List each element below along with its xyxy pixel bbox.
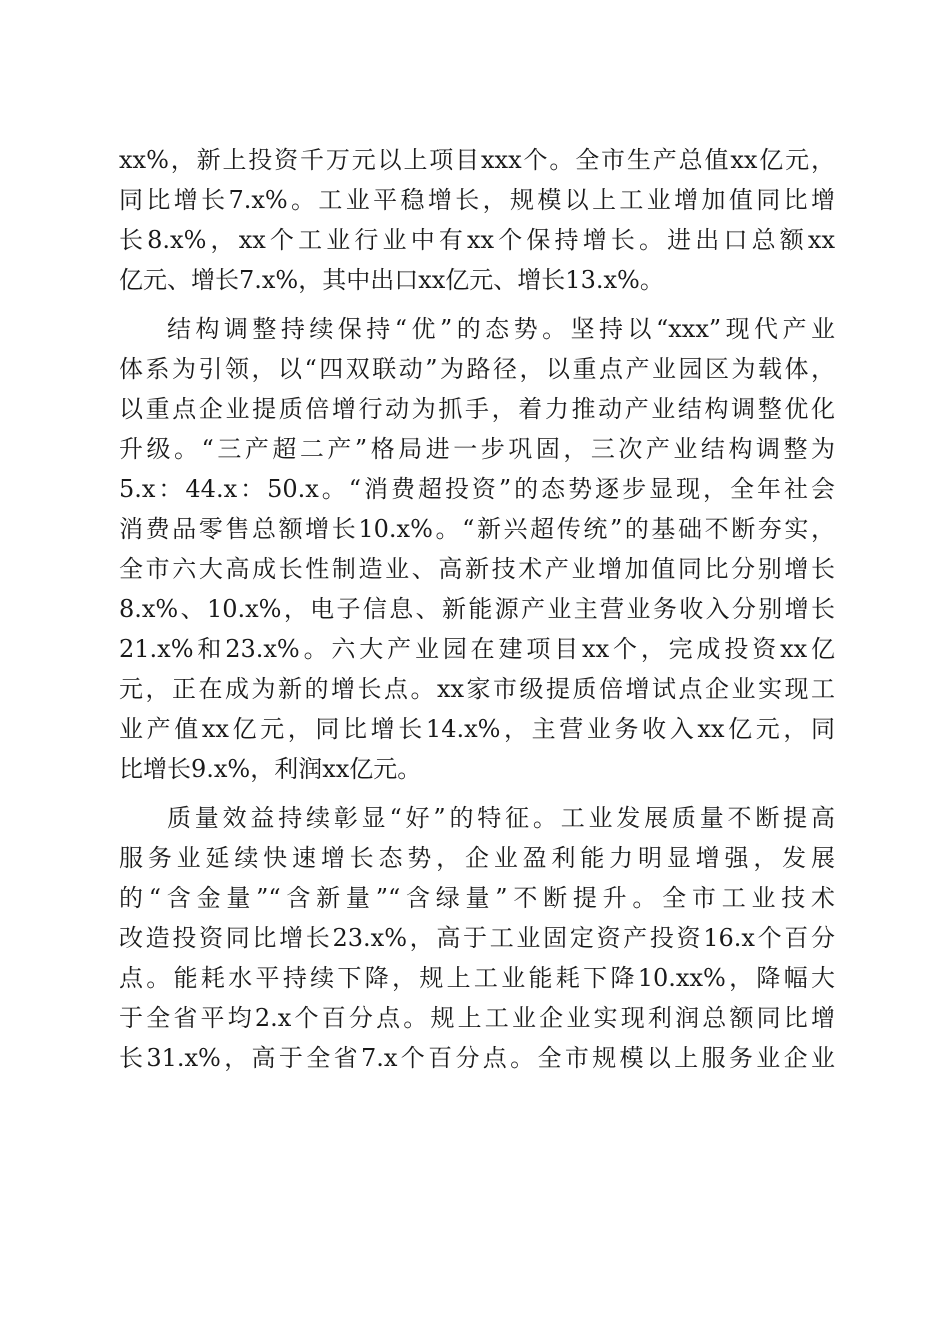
text-line: 服务业延续快速增长态势，企业盈利能力明显增强，发展 — [119, 844, 835, 872]
text-line: 8.x%、10.x%，电子信息、新能源产业主营业务收入分别增长 — [119, 595, 835, 623]
text-line: 元，正在成为新的增长点。xx家市级提质倍增试点企业实现工 — [119, 675, 835, 703]
text-line: 结构调整持续保持“优”的态势。坚持以“xxx”现代产业 — [167, 315, 835, 343]
text-line: 体系为引领，以“四双联动”为路径，以重点产业园区为载体， — [119, 355, 835, 383]
paragraph-spacing — [119, 789, 835, 798]
text-line: 升级。“三产超二产”格局进一步巩固，三次产业结构调整为 — [119, 435, 835, 463]
text-line: 长8.x%，xx个工业行业中有xx个保持增长。进出口总额xx — [119, 226, 835, 254]
text-line: 长31.x%，高于全省7.x个百分点。全市规模以上服务业企业 — [119, 1044, 835, 1072]
text-line: 5.x：44.x：50.x。“消费超投资”的态势逐步显现，全年社会 — [119, 475, 835, 503]
paragraph-3 — [119, 798, 835, 1078]
text-line: 于全省平均2.x个百分点。规上工业企业实现利润总额同比增 — [119, 1004, 835, 1032]
text-line: 同比增长7.x%。工业平稳增长，规模以上工业增加值同比增 — [119, 186, 835, 214]
paragraph-1 — [119, 140, 835, 300]
text-line: 消费品零售总额增长10.x%。“新兴超传统”的基础不断夯实， — [119, 515, 835, 543]
text-line: 业产值xx亿元，同比增长14.x%，主营业务收入xx亿元，同 — [119, 715, 835, 743]
text-line: xx%，新上投资千万元以上项目xxx个。全市生产总值xx亿元， — [119, 146, 835, 174]
text-line: 全市六大高成长性制造业、高新技术产业增加值同比分别增长 — [119, 555, 835, 583]
text-line: 21.x%和23.x%。六大产业园在建项目xx个，完成投资xx亿 — [119, 635, 835, 663]
document-body — [119, 140, 835, 1078]
text-line: 质量效益持续彰显“好”的特征。工业发展质量不断提高 — [167, 804, 835, 832]
paragraph-2 — [119, 309, 835, 789]
text-line: 以重点企业提质倍增行动为抓手，着力推动产业结构调整优化 — [119, 395, 835, 423]
text-line: 改造投资同比增长23.x%，高于工业固定资产投资16.x个百分 — [119, 924, 835, 952]
text-line: 的“含金量”“含新量”“含绿量”不断提升。全市工业技术 — [119, 884, 835, 912]
text-line: 点。能耗水平持续下降，规上工业能耗下降10.xx%，降幅大 — [119, 964, 835, 992]
text-line: 亿元、增长7.x%，其中出口xx亿元、增长13.x%。 — [119, 266, 664, 294]
paragraph-spacing — [119, 300, 835, 309]
text-line: 比增长9.x%，利润xx亿元。 — [119, 755, 422, 783]
